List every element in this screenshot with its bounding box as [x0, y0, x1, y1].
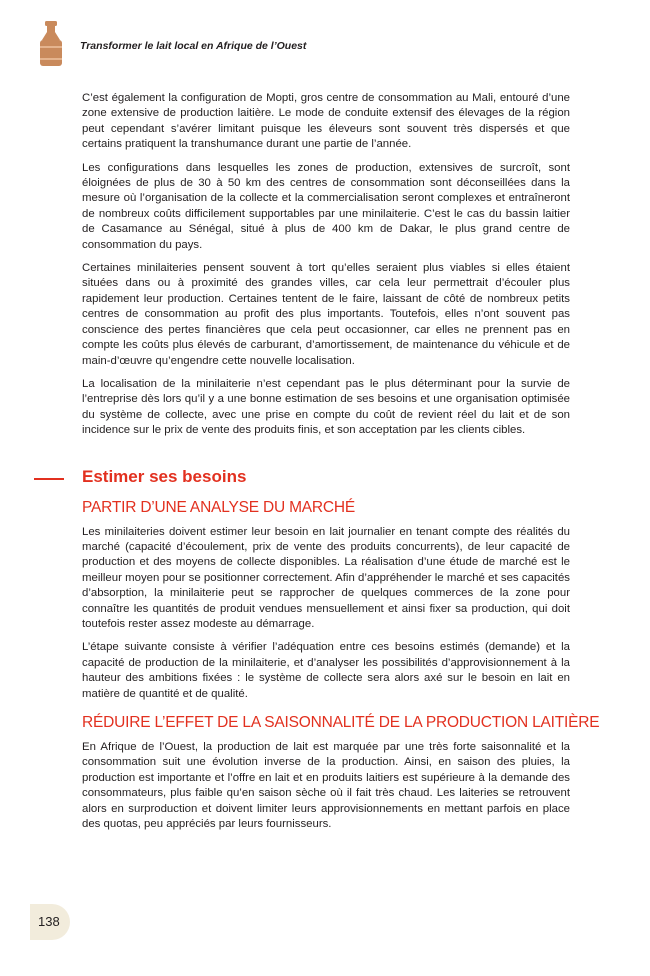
page-content: [82, 91, 600, 840]
paragraph: L’étape suivante consiste à vérifier l’adéquation entre ces besoins estimés (demande) et la capacité de production de la minilaiterie, et d’analyser les possibilités d’approvisionnement à la hauteur des ambitions fixées : le système de collecte sera alors axé sur le besoin en lait en matière de quantité et de qualité.: [82, 641, 570, 700]
paragraph: En Afrique de l’Ouest, la production de lait est marquée par une très forte saisonnalité et la consommation suit une évolution inverse de la production. Ainsi, en saison des pluies, la production est importante et l’offre en lait et en produits laitiers est supérieure à la demande des consommateurs, plus faible qu’en saison sèche où il fait très chaud. Les laiteries se retrouvent alors en surproduction et doivent limiter leurs approvisionnements en mettant parfois en place des quotas, peu appréciés par leurs fournisseurs.: [82, 741, 570, 831]
section-estimer-ses-besoins: [82, 466, 600, 833]
page-header: [32, 18, 622, 70]
paragraph: Certaines minilaiteries pensent souvent à tort qu’elles seraient plus viables si elles étaient situées dans ou à proximité des grandes villes, car cela leur permettrait d’écouler plus rapidement leur production. Certaines tentent de le faire, laissant de côté de nombreux petits centres de consommation au profit des plus importants. Toutefois, elles n’ont souvent pas conscience des pertes financières que cela peut occasionner, car elles ne prennent pas en compte les coûts plus élevés de carburant, d’amortissement, de maintenance du véhicule et de main-d’œuvre qu’engendre cette nouvelle localisation.: [82, 262, 570, 367]
paragraph: Les minilaiteries doivent estimer leur besoin en lait journalier en tenant compte des réalités du marché (capacité d’écoulement, prix de vente des produits concurrents), de leur capacité de production et des moyens de collecte disponibles. La réalisation d’une étude de marché est le meilleur moyen pour se positionner correctement. Afin d’appréhender le marché et ses capacités d’absorption, la minilaiterie peut se rapprocher de quelques commerces de la zone pour connaître les quantités de produit vendues mensuellement et ainsi fixer sa production, qui doit toutefois rester assez modeste au démarrage.: [82, 525, 570, 630]
page-number: 138: [38, 914, 60, 929]
subsection-title: RÉDUIRE L’EFFET DE LA SAISONNALITÉ DE LA PRODUCTION LAITIÈRE: [82, 714, 600, 731]
milk-can-icon: [36, 20, 66, 68]
paragraph: La localisation de la minilaiterie n’est cependant pas le plus déterminant pour la survie de l’entreprise dès lors qu’il y a une bonne estimation de ses besoins et une organisation optimisée du système de collecte, avec une prise en compte du coût de revient réel du lait et de son incidence sur le prix de vente des produits finis, et son acceptation par les clients cibles.: [82, 377, 570, 437]
subsection-title: PARTIR D’UNE ANALYSE DU MARCHÉ: [82, 498, 356, 516]
section-title: Estimer ses besoins: [82, 466, 247, 486]
page-number-tab: [30, 904, 70, 940]
paragraph: Les configurations dans lesquelles les zones de production, extensives de surcroît, sont éloignées de plus de 30 à 50 km des centres de consommation sont déconseillées dans la mesure où l’organisation de la collecte et la commercialisation seront complexes et entraîneront de nombreux coûts difficilement supportables par une minilaiterie. C’est le cas du bassin laitier de Casamance au Sénégal, situé à plus de 400 km de Dakar, le plus grand centre de consommation du pays.: [82, 161, 570, 251]
section-rule: [34, 478, 64, 480]
paragraph: C’est également la configuration de Mopti, gros centre de consommation au Mali, entouré d’une zone extensive de production laitière. Le mode de conduite extensif des élevages de la région peut cependant s’avérer limitant puisque les éleveurs sont souvent très dispersés et que certains pratiquent la transhumance durant une partie de l’année.: [82, 92, 570, 151]
running-title: Transformer le lait local en Afrique de l’Ouest: [80, 40, 307, 52]
